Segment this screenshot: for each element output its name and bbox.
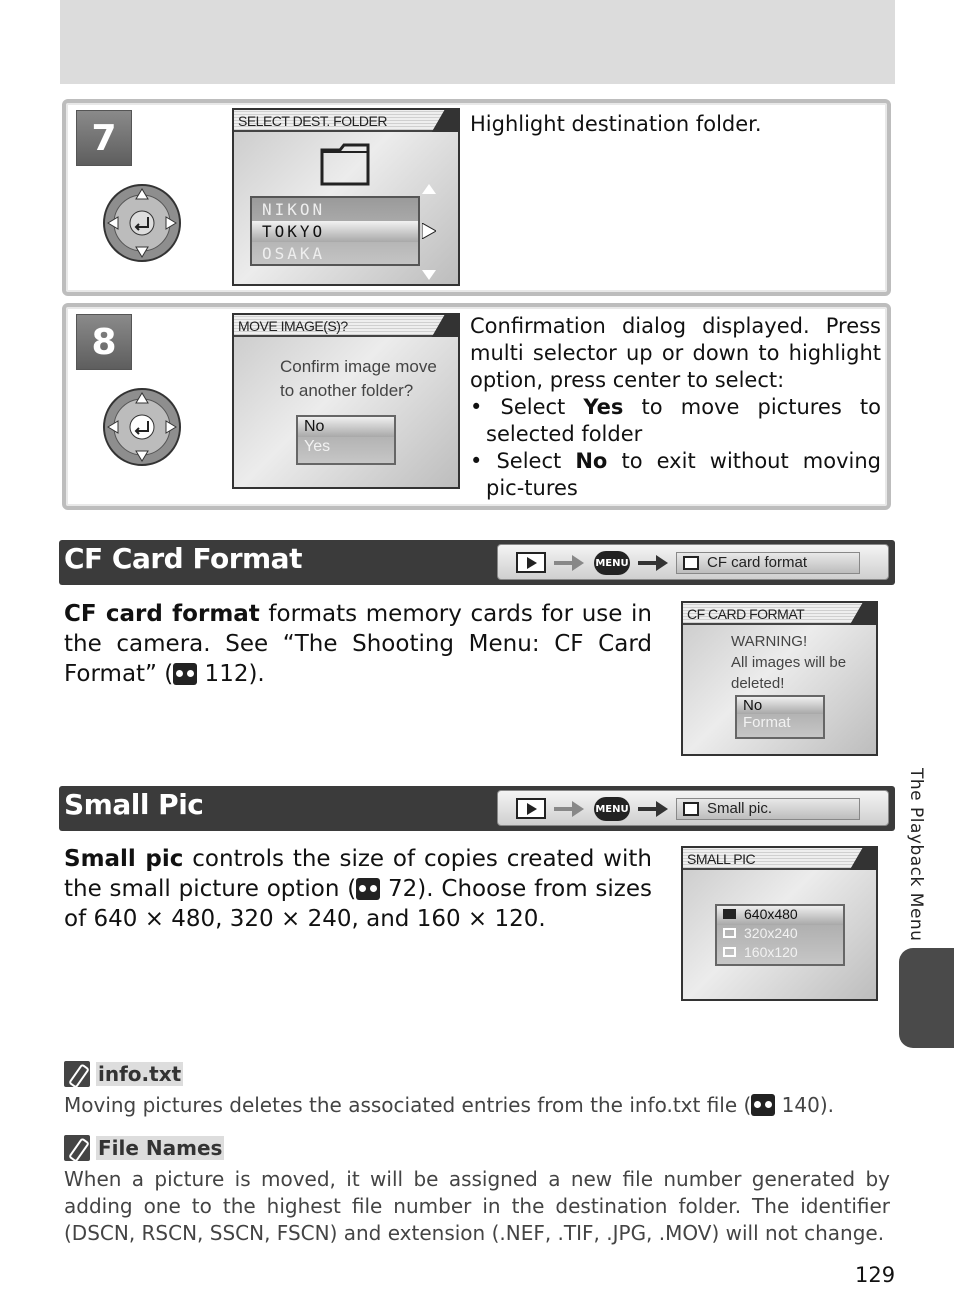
menu-path — [497, 544, 889, 580]
small-pic-header — [59, 786, 895, 831]
warning-text: WARNING! — [731, 633, 808, 650]
note-file-names-heading — [64, 1134, 224, 1162]
note-info-txt-text: Moving pictures deletes the associated entries from the info.txt file ( 140). — [64, 1093, 835, 1117]
step-8-text — [470, 313, 881, 502]
lcd-small-pic — [681, 846, 878, 1001]
cf-card-format-header — [59, 540, 895, 585]
lcd-title: CF CARD FORMAT — [683, 603, 876, 625]
top-banner — [60, 0, 895, 84]
menu-path — [497, 790, 889, 826]
menu-icon: MENU — [594, 797, 630, 821]
small-pic-body: Small pic controls the size of copies created with the small picture option ( 72). Choose from sizes of 640 × 480, 320 × 240, and 160 × 120. — [64, 846, 652, 932]
bullet-yes: • Select Yes to move pictures to selected folder — [470, 395, 881, 446]
warning-text: All images will be — [731, 654, 847, 671]
note-label: File Names — [98, 1136, 223, 1160]
bullet-no: • Select No to exit without moving pic-tures — [470, 449, 882, 500]
note-pencil-icon — [64, 1061, 90, 1087]
folder-icon — [320, 142, 370, 186]
play-icon — [516, 552, 546, 573]
option-no-selected[interactable]: No — [298, 417, 394, 437]
arrow-icon — [554, 801, 584, 817]
play-icon — [516, 798, 546, 819]
arrow-icon — [638, 801, 668, 817]
step-number: 8 — [76, 314, 132, 370]
confirm-prompt-line: to another folder? — [280, 381, 414, 400]
step-8-box — [62, 303, 891, 510]
reference-icon — [173, 663, 197, 685]
folder-item[interactable]: OSAKA — [262, 244, 326, 263]
scroll-up-icon — [422, 184, 436, 194]
arrow-right-icon — [422, 223, 436, 239]
folder-item-selected[interactable]: TOKYO — [252, 221, 418, 242]
section-title: CF Card Format — [64, 542, 302, 575]
step-8-intro: Confirmation dialog displayed. Press multi selector up or down to highlight option, press center to select: — [470, 314, 881, 392]
card-icon — [683, 556, 699, 570]
reference-icon — [356, 878, 380, 900]
note-file-names-text: When a picture is moved, it will be assigned a new file number generated by adding one to the highest file number in the destination folder. The identifier (DSCN, RSCN, SSCN, FSCN) and extension (.NEF, .TIF, .JPG, .MOV) will not change. — [64, 1167, 890, 1245]
step-7-text: Highlight destination folder. — [470, 112, 762, 136]
size-large-icon — [723, 909, 736, 919]
lcd-title: MOVE IMAGE(S)? — [234, 315, 458, 337]
lcd-title: SELECT DEST. FOLDER — [234, 110, 458, 132]
step-number: 7 — [76, 110, 132, 166]
confirm-prompt-line: Confirm image move — [280, 357, 437, 376]
lcd-move-images — [232, 313, 460, 489]
folder-list — [250, 196, 420, 266]
side-tab-label: The Playback Menu — [906, 768, 926, 942]
option-list — [296, 415, 396, 465]
scroll-down-icon — [422, 270, 436, 280]
multi-selector-icon — [102, 183, 182, 263]
warning-text: deleted! — [731, 675, 785, 692]
option-no-selected[interactable]: No — [737, 697, 823, 714]
menu-icon: MENU — [594, 551, 630, 575]
option-format[interactable]: Format — [743, 714, 791, 731]
cf-card-body: CF card format formats memory cards for use in the camera. See “The Shooting Menu: CF Card Format” ( 112). — [64, 601, 652, 687]
size-option[interactable]: 160x120 — [717, 944, 843, 963]
multi-selector-icon — [102, 387, 182, 467]
note-pencil-icon — [64, 1135, 90, 1161]
note-info-txt-heading — [64, 1060, 183, 1088]
lcd-title: SMALL PIC — [683, 848, 876, 870]
small-pic-icon — [683, 802, 699, 816]
note-label: info.txt — [98, 1062, 182, 1086]
arrow-icon — [554, 555, 584, 571]
option-yes[interactable]: Yes — [304, 438, 331, 455]
step-7-box — [62, 99, 891, 296]
size-list — [715, 904, 845, 966]
option-list — [735, 695, 825, 739]
folder-item[interactable]: NIKON — [262, 200, 326, 219]
page-number: 129 — [855, 1263, 896, 1287]
size-small-icon — [723, 947, 736, 957]
menu-item-small-pic: Small pic. — [676, 798, 860, 820]
menu-item-cf-card-format: CF card format — [676, 552, 860, 574]
size-option[interactable]: 320x240 — [717, 925, 843, 944]
arrow-icon — [638, 555, 668, 571]
lcd-cf-card-format — [681, 601, 878, 756]
side-tab — [899, 948, 954, 1048]
section-title: Small Pic — [64, 788, 204, 821]
size-medium-icon — [723, 928, 736, 938]
lcd-select-folder — [232, 108, 460, 286]
size-option-selected[interactable]: 640x480 — [717, 906, 843, 925]
reference-icon — [751, 1094, 775, 1116]
